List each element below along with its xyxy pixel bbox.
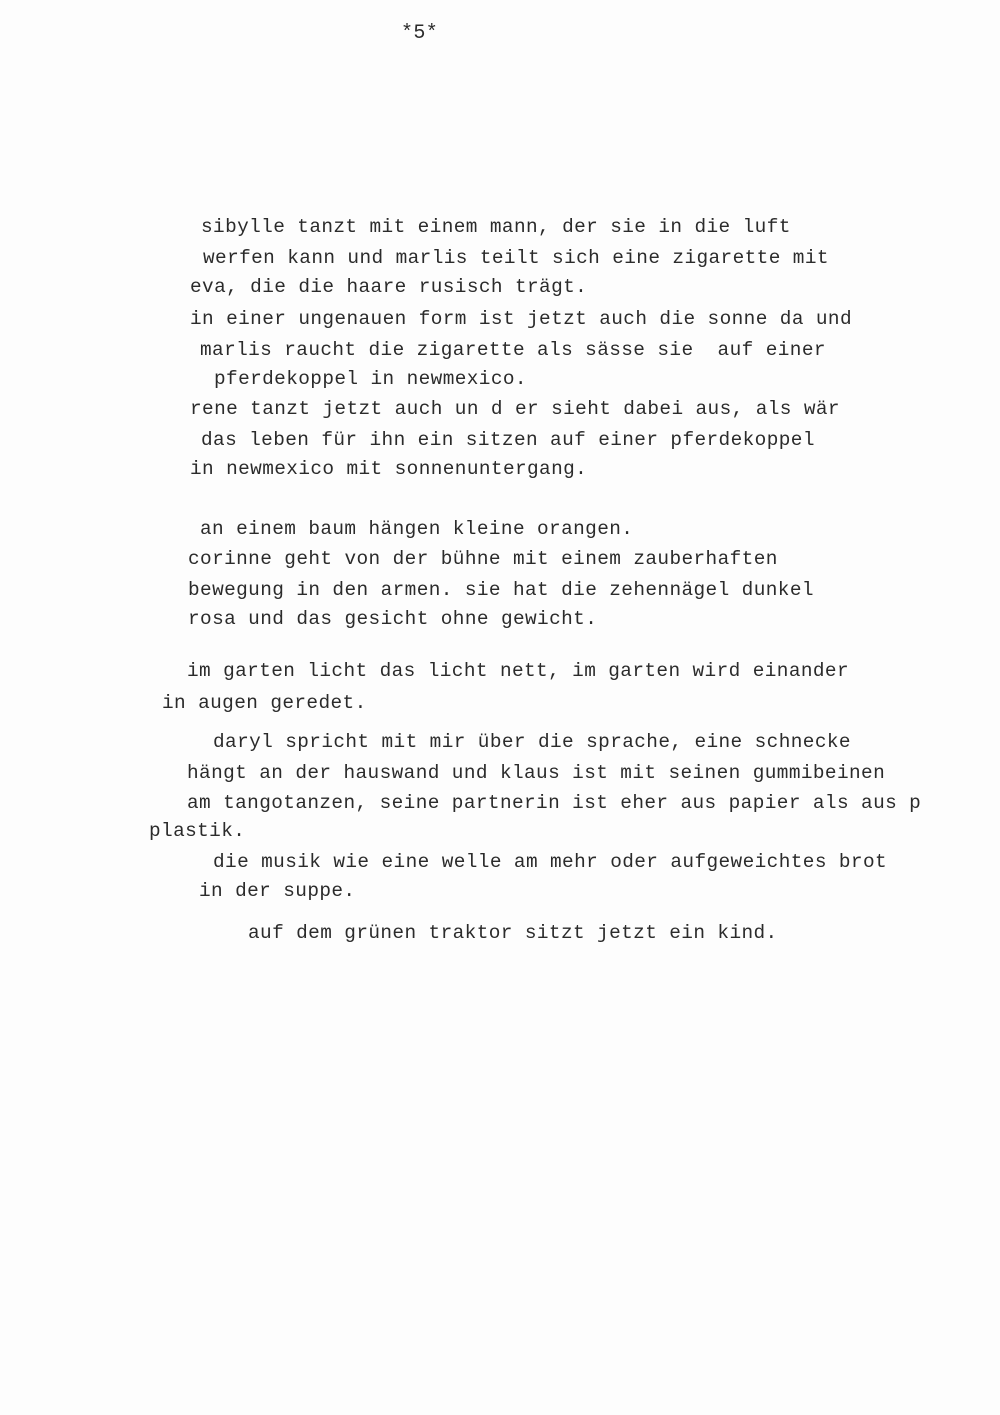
text-line: in einer ungenauen form ist jetzt auch die sonne da und xyxy=(190,308,852,330)
text-line: daryl spricht mit mir über die sprache, eine schnecke xyxy=(213,731,851,753)
text-line: eva, die die haare rusisch trägt. xyxy=(190,276,588,298)
page-number: *5* xyxy=(401,22,439,45)
text-line: werfen kann und marlis teilt sich eine zigarette mit xyxy=(203,247,829,269)
text-line: am tangotanzen, seine partnerin ist eher aus papier als aus p xyxy=(187,792,922,814)
text-line: rene tanzt jetzt auch un d er sieht dabei aus, als wär xyxy=(190,398,840,420)
text-line: pferdekoppel in newmexico. xyxy=(214,368,527,390)
text-line: bewegung in den armen. sie hat die zehennägel dunkel xyxy=(188,579,814,601)
text-line: in augen geredet. xyxy=(162,692,367,714)
text-line: das leben für ihn ein sitzen auf einer pferdekoppel xyxy=(201,429,815,451)
text-line: im garten licht das licht nett, im garten wird einander xyxy=(187,660,849,682)
text-line: an einem baum hängen kleine orangen. xyxy=(200,518,634,540)
text-line: marlis raucht die zigarette als sässe sie auf einer xyxy=(200,339,826,361)
text-line: rosa und das gesicht ohne gewicht. xyxy=(188,608,598,630)
text-line: plastik. xyxy=(149,820,246,842)
text-line: die musik wie eine welle am mehr oder aufgeweichtes brot xyxy=(213,851,888,873)
text-line: hängt an der hauswand und klaus ist mit seinen gummibeinen xyxy=(187,762,886,784)
text-line: in newmexico mit sonnenuntergang. xyxy=(190,458,588,480)
text-line: auf dem grünen traktor sitzt jetzt ein kind. xyxy=(248,922,778,944)
text-line: sibylle tanzt mit einem mann, der sie in die luft xyxy=(201,216,791,238)
text-line: in der suppe. xyxy=(199,880,356,902)
text-line: corinne geht von der bühne mit einem zauberhaften xyxy=(188,548,778,570)
